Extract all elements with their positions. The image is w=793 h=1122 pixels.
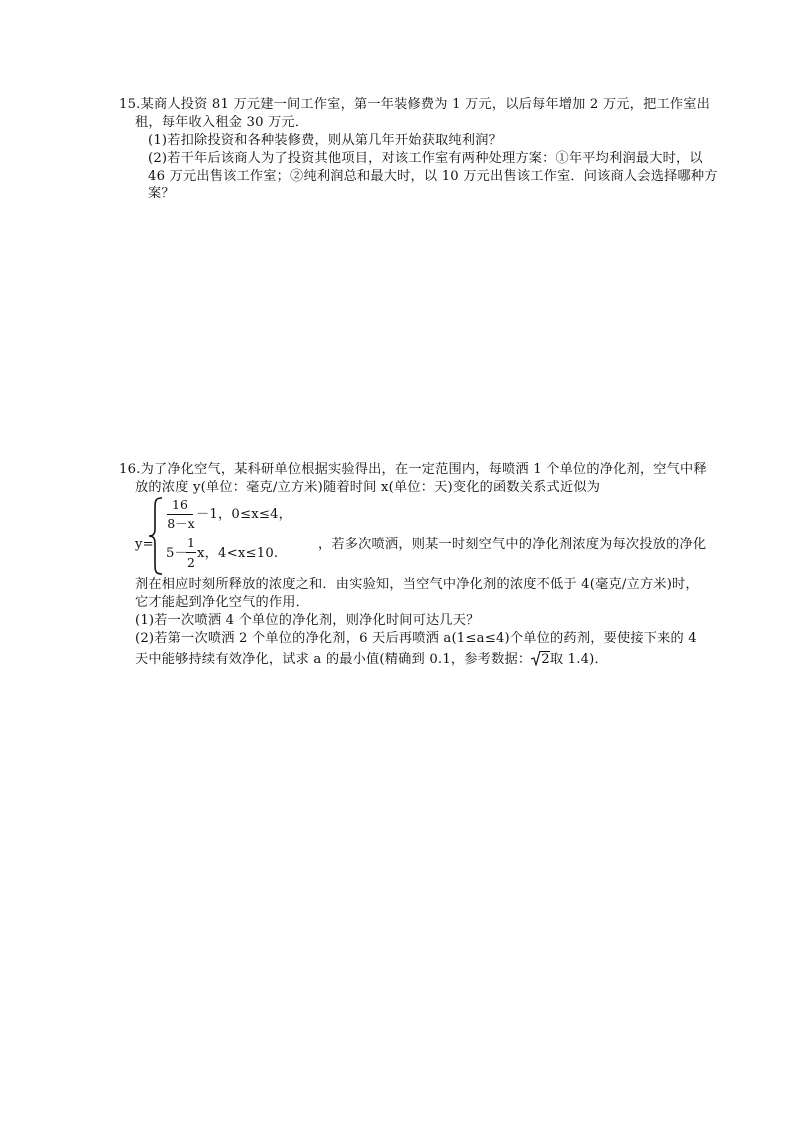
formula-y-equals: y=: [135, 537, 154, 552]
piece2-numerator: 1: [187, 535, 195, 550]
q16-part-2-line-1: (2)若第一次喷洒 2 个单位的净化剂，6 天后再喷洒 a(1≤a≤4)个单位的药剂，要使接下来的 4: [135, 631, 697, 646]
q16-part-2-line-2: [135, 650, 608, 668]
q15-line-1: 15.某商人投资 81 万元建一间工作室，第一年装修费为 1 万元，以后每年增加 2 万元，把工作室出: [119, 97, 711, 112]
sqrt-argument: 2: [541, 652, 550, 667]
piece1-numerator: 16: [172, 497, 188, 512]
piece1-denominator: 8－x: [167, 516, 195, 531]
q15-part-1: (1)若扣除投资和各种装修费，则从第几年开始获取纯利润？: [148, 133, 502, 148]
q16-line-3: 剂在相应时刻所释放的浓度之和．由实验知，当空气中净化剂的浓度不低于 4(毫克/立方米)时，: [135, 577, 699, 592]
q16-line-1: 16.为了净化空气，某科研单位根据实验得出，在一定范围内，每喷洒 1 个单位的净化剂，空气中释: [119, 462, 707, 477]
q16-part-2-text-a: 天中能够持续有效净化，试求 a 的最小值(精确到 0.1，参考数据：: [135, 652, 532, 667]
piece1-rest: －1，0≤x≤4，: [196, 507, 293, 522]
q16-line-2: 放的浓度 y(单位：毫克/立方米)随着时间 x(单位：天)变化的函数关系式近似为: [135, 480, 601, 495]
piece1-fraction-bar: [167, 514, 193, 515]
piecewise-brace: [148, 497, 164, 575]
piece2-rest: x，4<x≤10.: [197, 546, 279, 561]
formula-continuation: ，若多次喷洒，则某一时刻空气中的净化剂浓度为每次投放的净化: [318, 537, 707, 552]
piece2-denominator: 2: [187, 555, 195, 570]
q15-part-2-line-1: (2)若干年后该商人为了投资其他项目，对该工作室有两种处理方案：①年平均利润最大时，以: [148, 151, 703, 166]
q15-part-2-line-3: 案？: [148, 186, 175, 201]
q15-line-2: 租，每年收入租金 30 万元．: [135, 115, 309, 130]
q16-part-2-text-b: 取 1.4)．: [549, 652, 608, 667]
piece2-prefix: 5－: [166, 546, 188, 561]
radical-sign-icon: [531, 650, 541, 666]
sqrt-expression: [531, 650, 550, 668]
q16-part-1: (1)若一次喷洒 4 个单位的净化剂，则净化时间可达几天？: [135, 613, 480, 628]
piece2-fraction-bar: [186, 552, 196, 553]
q15-part-2-line-2: 46 万元出售该工作室；②纯利润总和最大时，以 10 万元出售该工作室．问该商人会选择哪种方: [148, 169, 718, 184]
q16-line-4: 它才能起到净化空气的作用．: [135, 595, 310, 610]
